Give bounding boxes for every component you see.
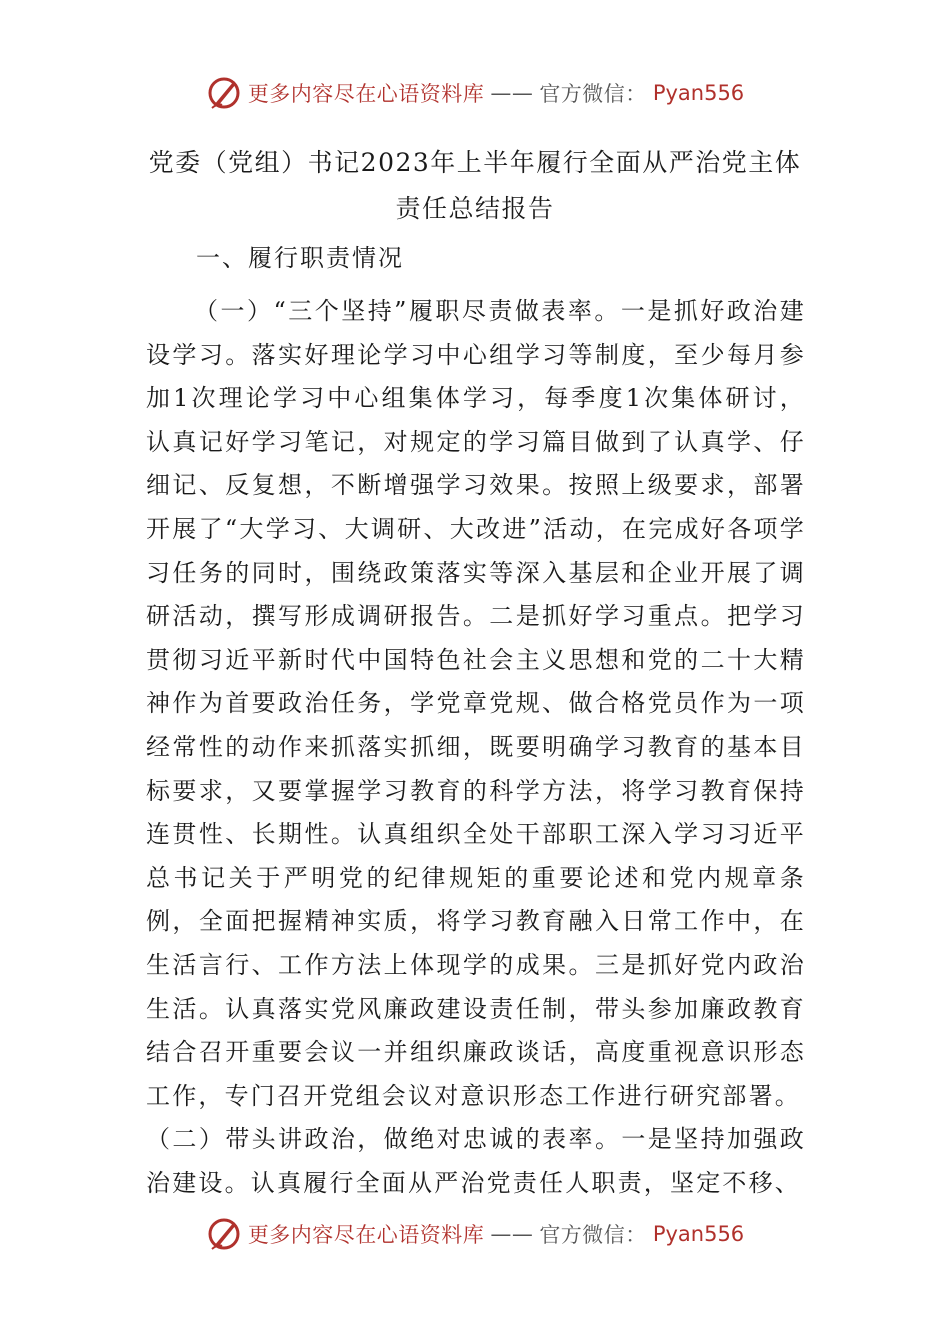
banner-wechat-id: Pyan556 — [652, 1222, 745, 1246]
banner-dash: —— — [490, 81, 534, 105]
banner-wechat-id: Pyan556 — [652, 81, 745, 105]
banner-dash: —— — [490, 1222, 534, 1246]
banner-main-text: 更多内容尽在心语资料库 — [247, 82, 485, 106]
section-heading: 一、履行职责情况 — [196, 244, 404, 272]
quill-logo-icon — [206, 1216, 242, 1252]
paragraph: （二）带头讲政治，做绝对忠诚的表率。一是坚持加强政治建设。认真履行全面从严治党责任人职责，坚定不移、 — [146, 1125, 806, 1197]
document-title: 党委（党组）书记2023年上半年履行全面从严治党主体责任总结报告 — [148, 148, 802, 223]
watermark-banner-bottom — [0, 1212, 950, 1256]
paragraph: （一）“三个坚持”履职尽责做表率。一是抓好政治建设学习。落实好理论学习中心组学习等制度，至少每月参加1次理论学习中心组集体学习，每季度1次集体研讨，认真记好学习笔记，对规定的学习篇目做到了认真学、仔细记、反复想，不断增强学习效果。按照上级要求，部署开展了“大学习、大调研、大改进”活动，在完成好各项学习任务的同时，围绕政策落实等深入基层和企业开展了调研活动，撰写形成调研报告。二是抓好学习重点。把学习贯彻习近平新时代中国特色社会主义思想和党的二十大精神作为首要政治任务，学党章党规、做合格党员作为一项经常性的动作来抓落实抓细，既要明确学习教育的基本目标要求，又要掌握学习教育的科学方法，将学习教育保持连贯性、长期性。认真组织全处干部职工深入学习习近平总书记关于严明党的纪律规矩的重要论述和党内规章条例，全面把握精神实质，将学习教育融入日常工作中，在生活言行、工作方法上体现学的成果。三是抓好党内政治生活。认真落实党风廉政建设责任制，带头参加廉政教育结合召开重要会议一并组织廉政谈话，高度重视意识形态工作，专门召开党组会议对意识形态工作进行研究部署。 — [146, 297, 806, 1110]
banner-wechat-label: 官方微信： — [539, 82, 647, 106]
banner-main-text: 更多内容尽在心语资料库 — [247, 1223, 485, 1247]
document-body — [146, 290, 806, 1205]
quill-logo-icon — [206, 75, 242, 111]
watermark-banner-top — [0, 71, 950, 115]
banner-wechat-label: 官方微信： — [539, 1223, 647, 1247]
